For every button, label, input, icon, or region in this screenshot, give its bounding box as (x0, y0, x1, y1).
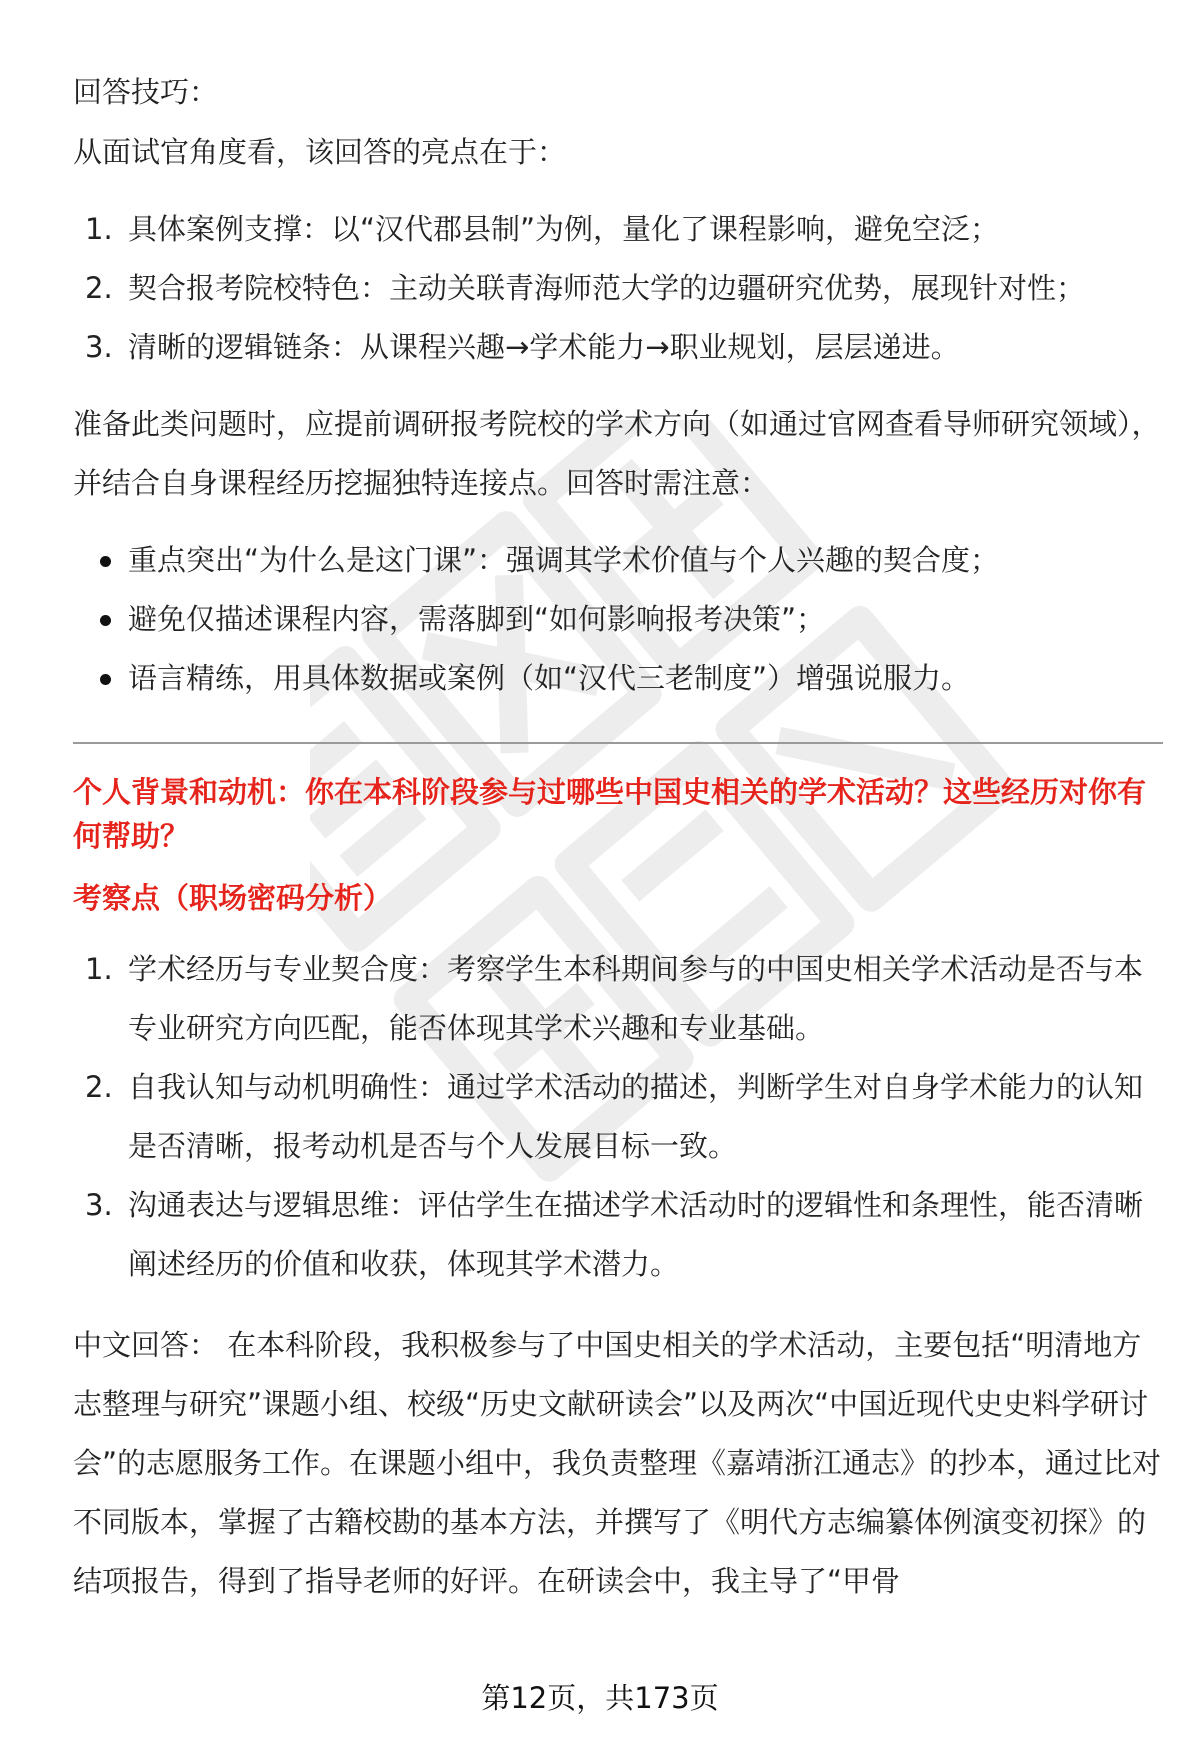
bullet-icon (100, 674, 111, 685)
list-item (73, 318, 1163, 377)
list-number: 3. (85, 1188, 113, 1222)
list-item (73, 649, 1163, 708)
list-item-text: 沟通表达与逻辑思维：评估学生在描述学术活动时的逻辑性和条理性，能否清晰阐述经历的价值和收获，体现其学术潜力。 (128, 1188, 1144, 1281)
list-item (73, 1058, 1163, 1176)
tips-heading: 回答技巧： (73, 75, 219, 109)
tips-list (73, 531, 1163, 708)
list-item (73, 259, 1163, 318)
question-heading: 个人背景和动机：你在本科阶段参与过哪些中国史相关的学术活动？这些经历对你有何帮助？ (73, 775, 1147, 853)
list-number: 3. (85, 330, 113, 364)
list-item (73, 940, 1163, 1058)
prep-paragraph: 准备此类问题时，应提前调研报考院校的学术方向（如通过官网查看导师研究领域），并结合自身课程经历挖掘独特连接点。回答时需注意： (73, 407, 1161, 500)
list-item (73, 200, 1163, 259)
tips-lead: 从面试官角度看，该回答的亮点在于： (73, 135, 567, 169)
list-number: 2. (85, 271, 113, 305)
list-item (73, 531, 1163, 590)
list-item-text: 契合报考院校特色：主动关联青海师范大学的边疆研究优势，展现针对性； (128, 271, 1086, 305)
list-number: 1. (85, 212, 113, 246)
list-item-text: 清晰的逻辑链条：从课程兴趣→学术能力→职业规划，层层递进。 (128, 330, 960, 364)
list-item-text: 学术经历与专业契合度：考察学生本科期间参与的中国史相关学术活动是否与本专业研究方向匹配，能否体现其学术兴趣和专业基础。 (128, 952, 1144, 1045)
bullet-icon (100, 556, 111, 567)
highlights-list (73, 200, 1163, 377)
list-item-text: 具体案例支撑：以“汉代郡县制”为例，量化了课程影响，避免空泛； (128, 212, 1000, 246)
list-item (73, 590, 1163, 649)
list-item-text: 语言精练，用具体数据或案例（如“汉代三老制度”）增强说服力。 (128, 661, 971, 695)
answer-paragraph: 中文回答： 在本科阶段，我积极参与了中国史相关的学术活动，主要包括“明清地方志整理与研究”课题小组、校级“历史文献研读会”以及两次“中国近现代史史料学研讨会”的志愿服务工作。在课题小组中，我负责整理《嘉靖浙江通志》的抄本，通过比对不同版本，掌握了古籍校勘的基本方法，并撰写了《明代方志编纂体例演变初探》的结项报告，得到了指导老师的好评。在研读会中，我主导了“甲骨 (73, 1328, 1162, 1598)
list-item-text: 避免仅描述课程内容，需落脚到“如何影响报考决策”； (128, 602, 826, 636)
bullet-icon (100, 615, 111, 626)
list-number: 2. (85, 1070, 113, 1104)
list-item-text: 重点突出“为什么是这门课”：强调其学术价值与个人兴趣的契合度； (128, 543, 1000, 577)
exam-points-list (73, 940, 1163, 1294)
exam-points-heading: 考察点（职场密码分析） (73, 881, 393, 915)
page-footer: 第12页，共173页 (481, 1681, 719, 1715)
list-item-text: 自我认知与动机明确性：通过学术活动的描述，判断学生对自身学术能力的认知是否清晰，报考动机是否与个人发展目标一致。 (128, 1070, 1144, 1163)
content-column (73, 62, 1163, 1611)
list-item (73, 1176, 1163, 1294)
list-number: 1. (85, 952, 113, 986)
